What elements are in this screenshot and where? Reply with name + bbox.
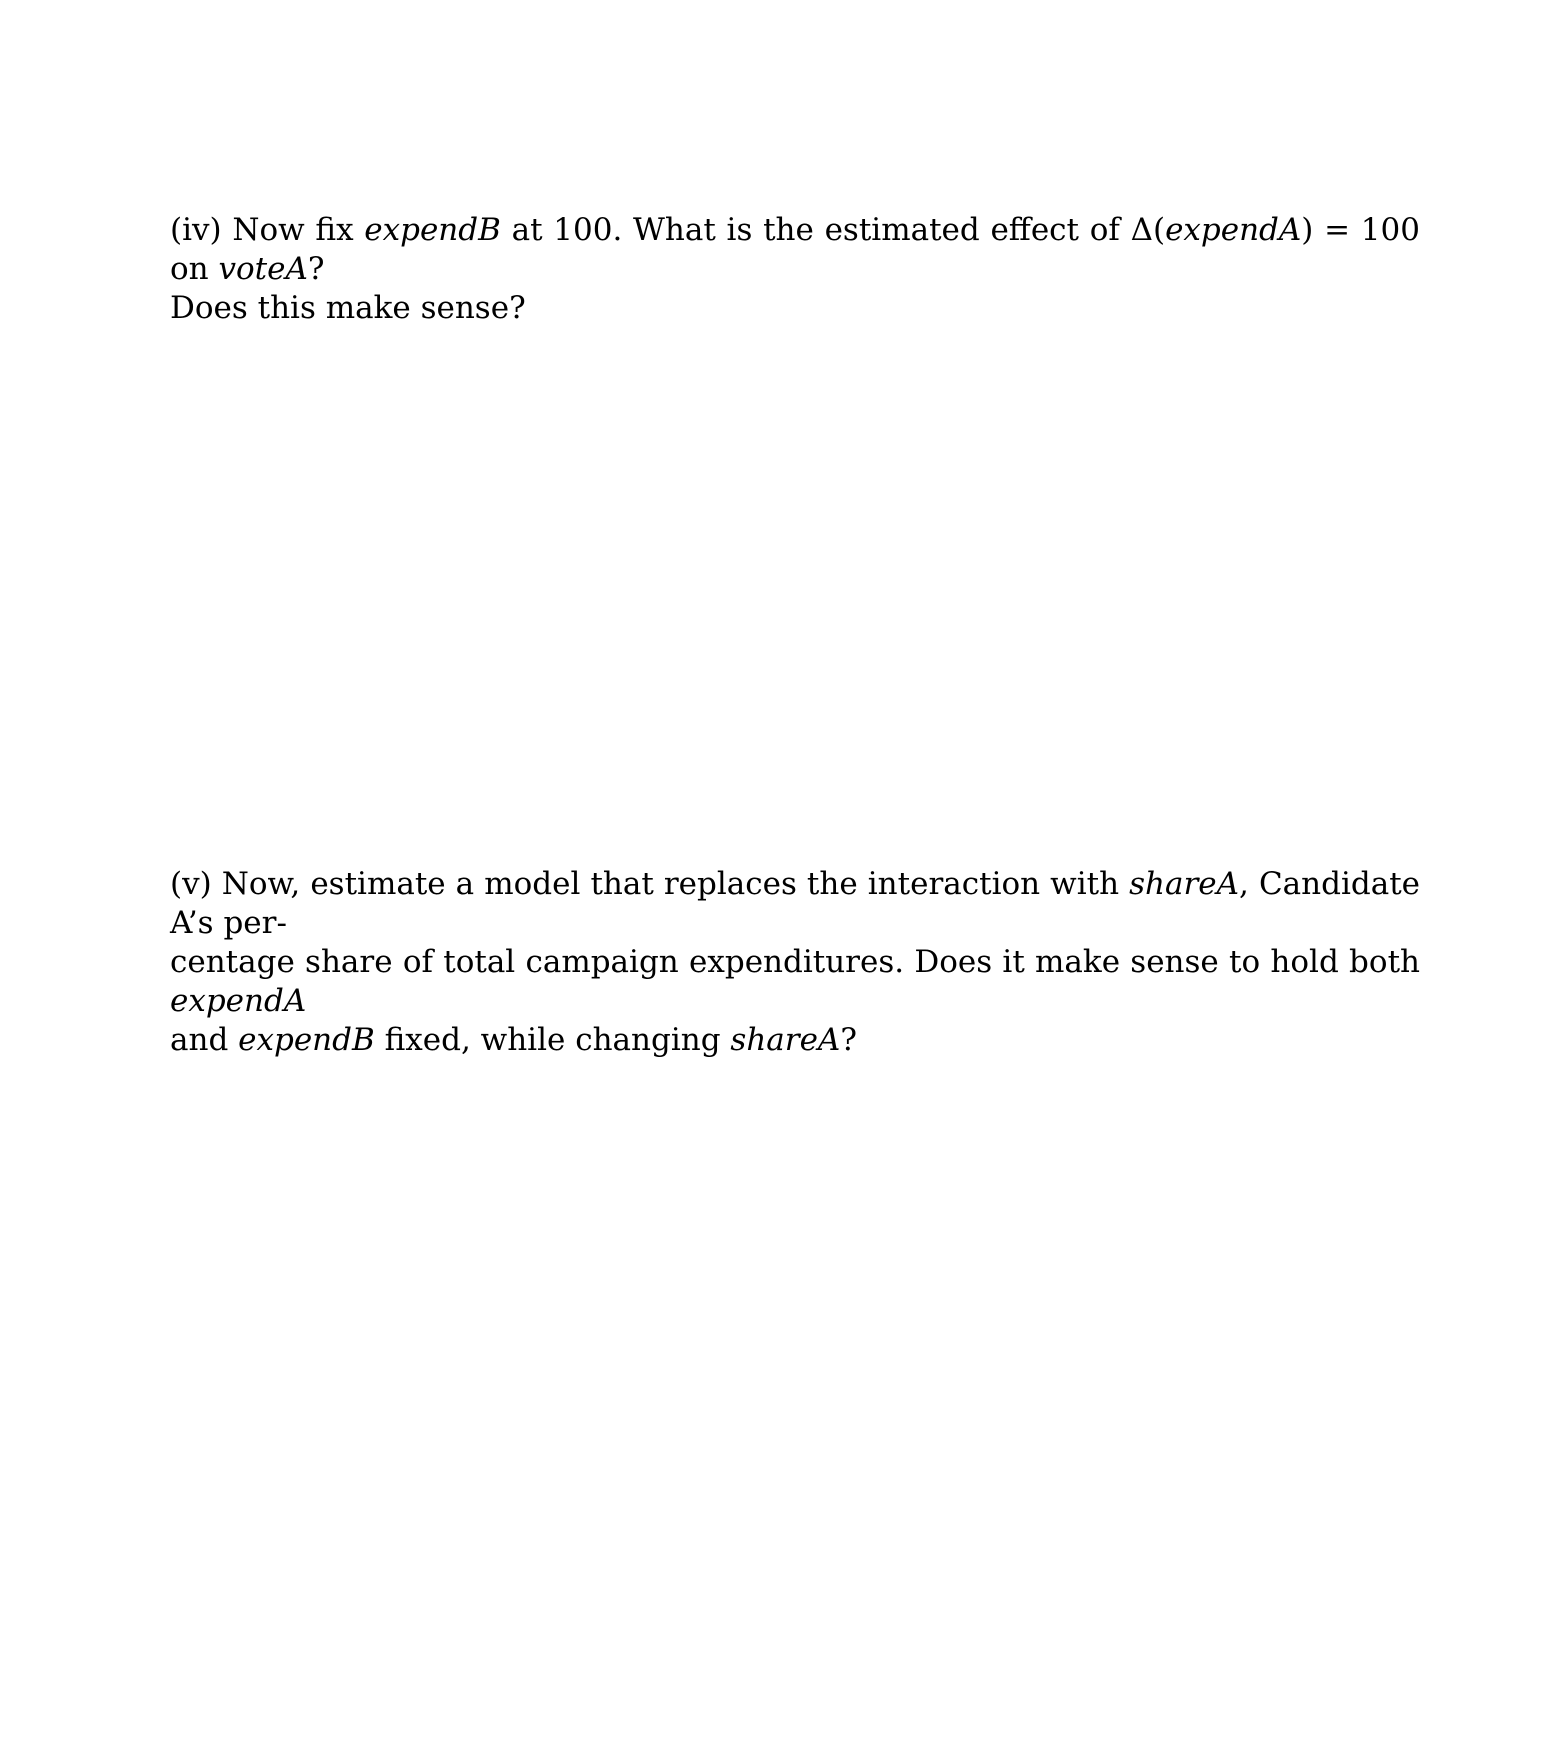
text-run: and bbox=[170, 1022, 239, 1058]
math-variable: expendA bbox=[170, 983, 307, 1019]
text-run: (iv) Now fix bbox=[170, 212, 365, 248]
question-iv-line-1 bbox=[170, 211, 1420, 289]
question-iv bbox=[170, 211, 1420, 328]
question-v-line-1 bbox=[170, 865, 1420, 943]
math-variable: expendA bbox=[1165, 212, 1302, 248]
text-run: Does this make sense? bbox=[170, 290, 526, 326]
text-run: ? bbox=[307, 251, 325, 287]
text-run: ) = 100 on bbox=[170, 212, 1420, 287]
math-operator: Δ( bbox=[1130, 212, 1166, 248]
math-variable: expendB bbox=[238, 1022, 375, 1058]
math-variable: expendB bbox=[364, 212, 501, 248]
question-v bbox=[170, 865, 1420, 1060]
text-run: centage share of total campaign expenditures. Does it make sense to hold both bbox=[170, 944, 1420, 980]
text-run: ? bbox=[840, 1022, 857, 1058]
text-run: at 100. What is the estimated effect of bbox=[500, 212, 1131, 248]
math-variable: voteA bbox=[218, 251, 308, 287]
question-iv-line-2 bbox=[170, 289, 1420, 328]
text-run: , Candidate A’s per- bbox=[170, 866, 1420, 941]
math-variable: shareA bbox=[1129, 866, 1240, 902]
math-variable: shareA bbox=[730, 1022, 841, 1058]
text-run: (v) Now, estimate a model that replaces the interaction with bbox=[170, 866, 1130, 902]
question-v-line-3 bbox=[170, 1021, 1420, 1060]
question-v-line-2 bbox=[170, 943, 1420, 1021]
text-run: fixed, while changing bbox=[374, 1022, 731, 1058]
